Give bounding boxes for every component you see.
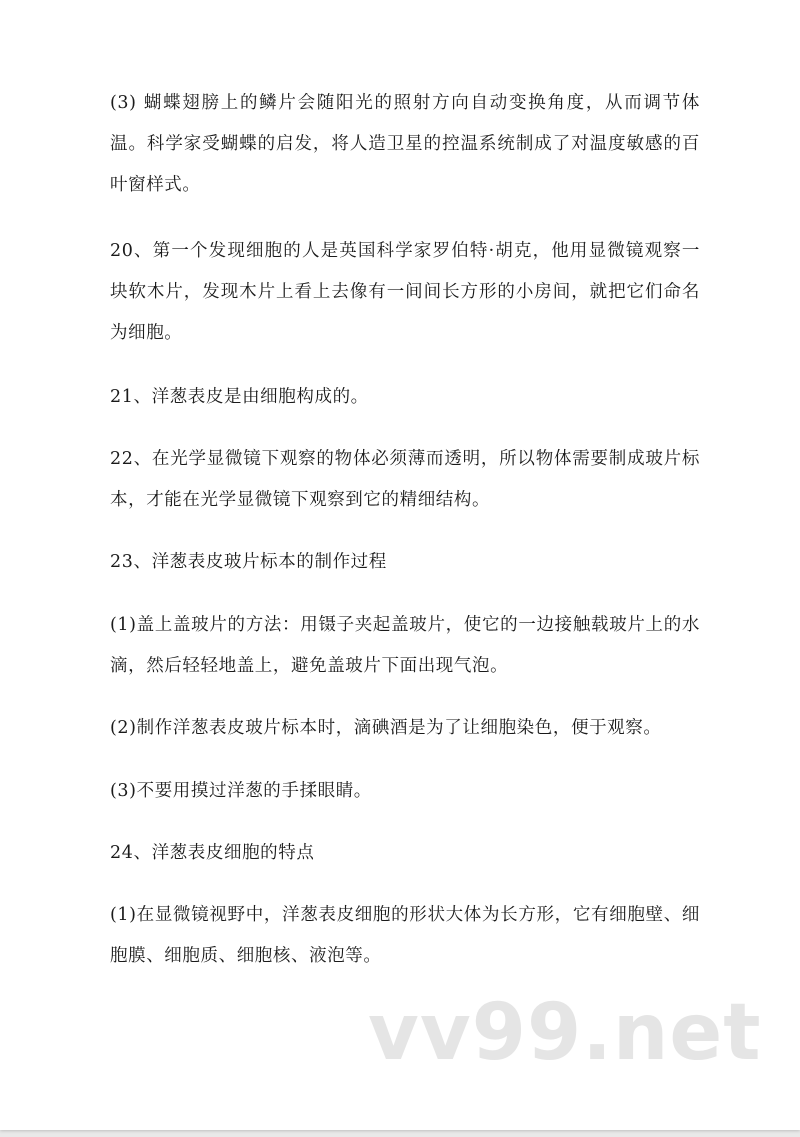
paragraph-item-23-heading: 23、洋葱表皮玻片标本的制作过程: [110, 552, 387, 572]
paragraph-item-24-heading: 24、洋葱表皮细胞的特点: [110, 843, 315, 863]
paragraph-item-23-step-1: (1)盖上盖玻片的方法：用镊子夹起盖玻片，使它的一边接触载玻片上的水滴，然后轻轻地盖上，避免盖玻片下面出现气泡。: [110, 615, 700, 676]
paragraph-item-24-point-1: (1)在显微镜视野中，洋葱表皮细胞的形状大体为长方形，它有细胞壁、细胞膜、细胞质、细胞核、液泡等。: [110, 905, 700, 966]
paragraph-item-23-step-2: (2)制作洋葱表皮玻片标本时，滴碘酒是为了让细胞染色，便于观察。: [110, 718, 662, 738]
paragraph-item-22: 22、在光学显微镜下观察的物体必须薄而透明，所以物体需要制成玻片标本，才能在光学显微镜下观察到它的精细结构。: [110, 449, 700, 510]
watermark-text: vv99.net: [368, 988, 762, 1078]
paragraph-item-20: 20、第一个发现细胞的人是英国科学家罗伯特·胡克，他用显微镜观察一块软木片，发现木片上看上去像有一间间长方形的小房间，就把它们命名为细胞。: [110, 241, 700, 343]
paragraph-butterfly-scales: (3) 蝴蝶翅膀上的鳞片会随阳光的照射方向自动变换角度，从而调节体温。科学家受蝴蝶的启发，将人造卫星的控温系统制成了对温度敏感的百叶窗样式。: [110, 93, 700, 195]
paragraph-item-23-step-3: (3)不要用摸过洋葱的手揉眼睛。: [110, 781, 372, 801]
paragraph-item-21: 21、洋葱表皮是由细胞构成的。: [110, 387, 369, 407]
